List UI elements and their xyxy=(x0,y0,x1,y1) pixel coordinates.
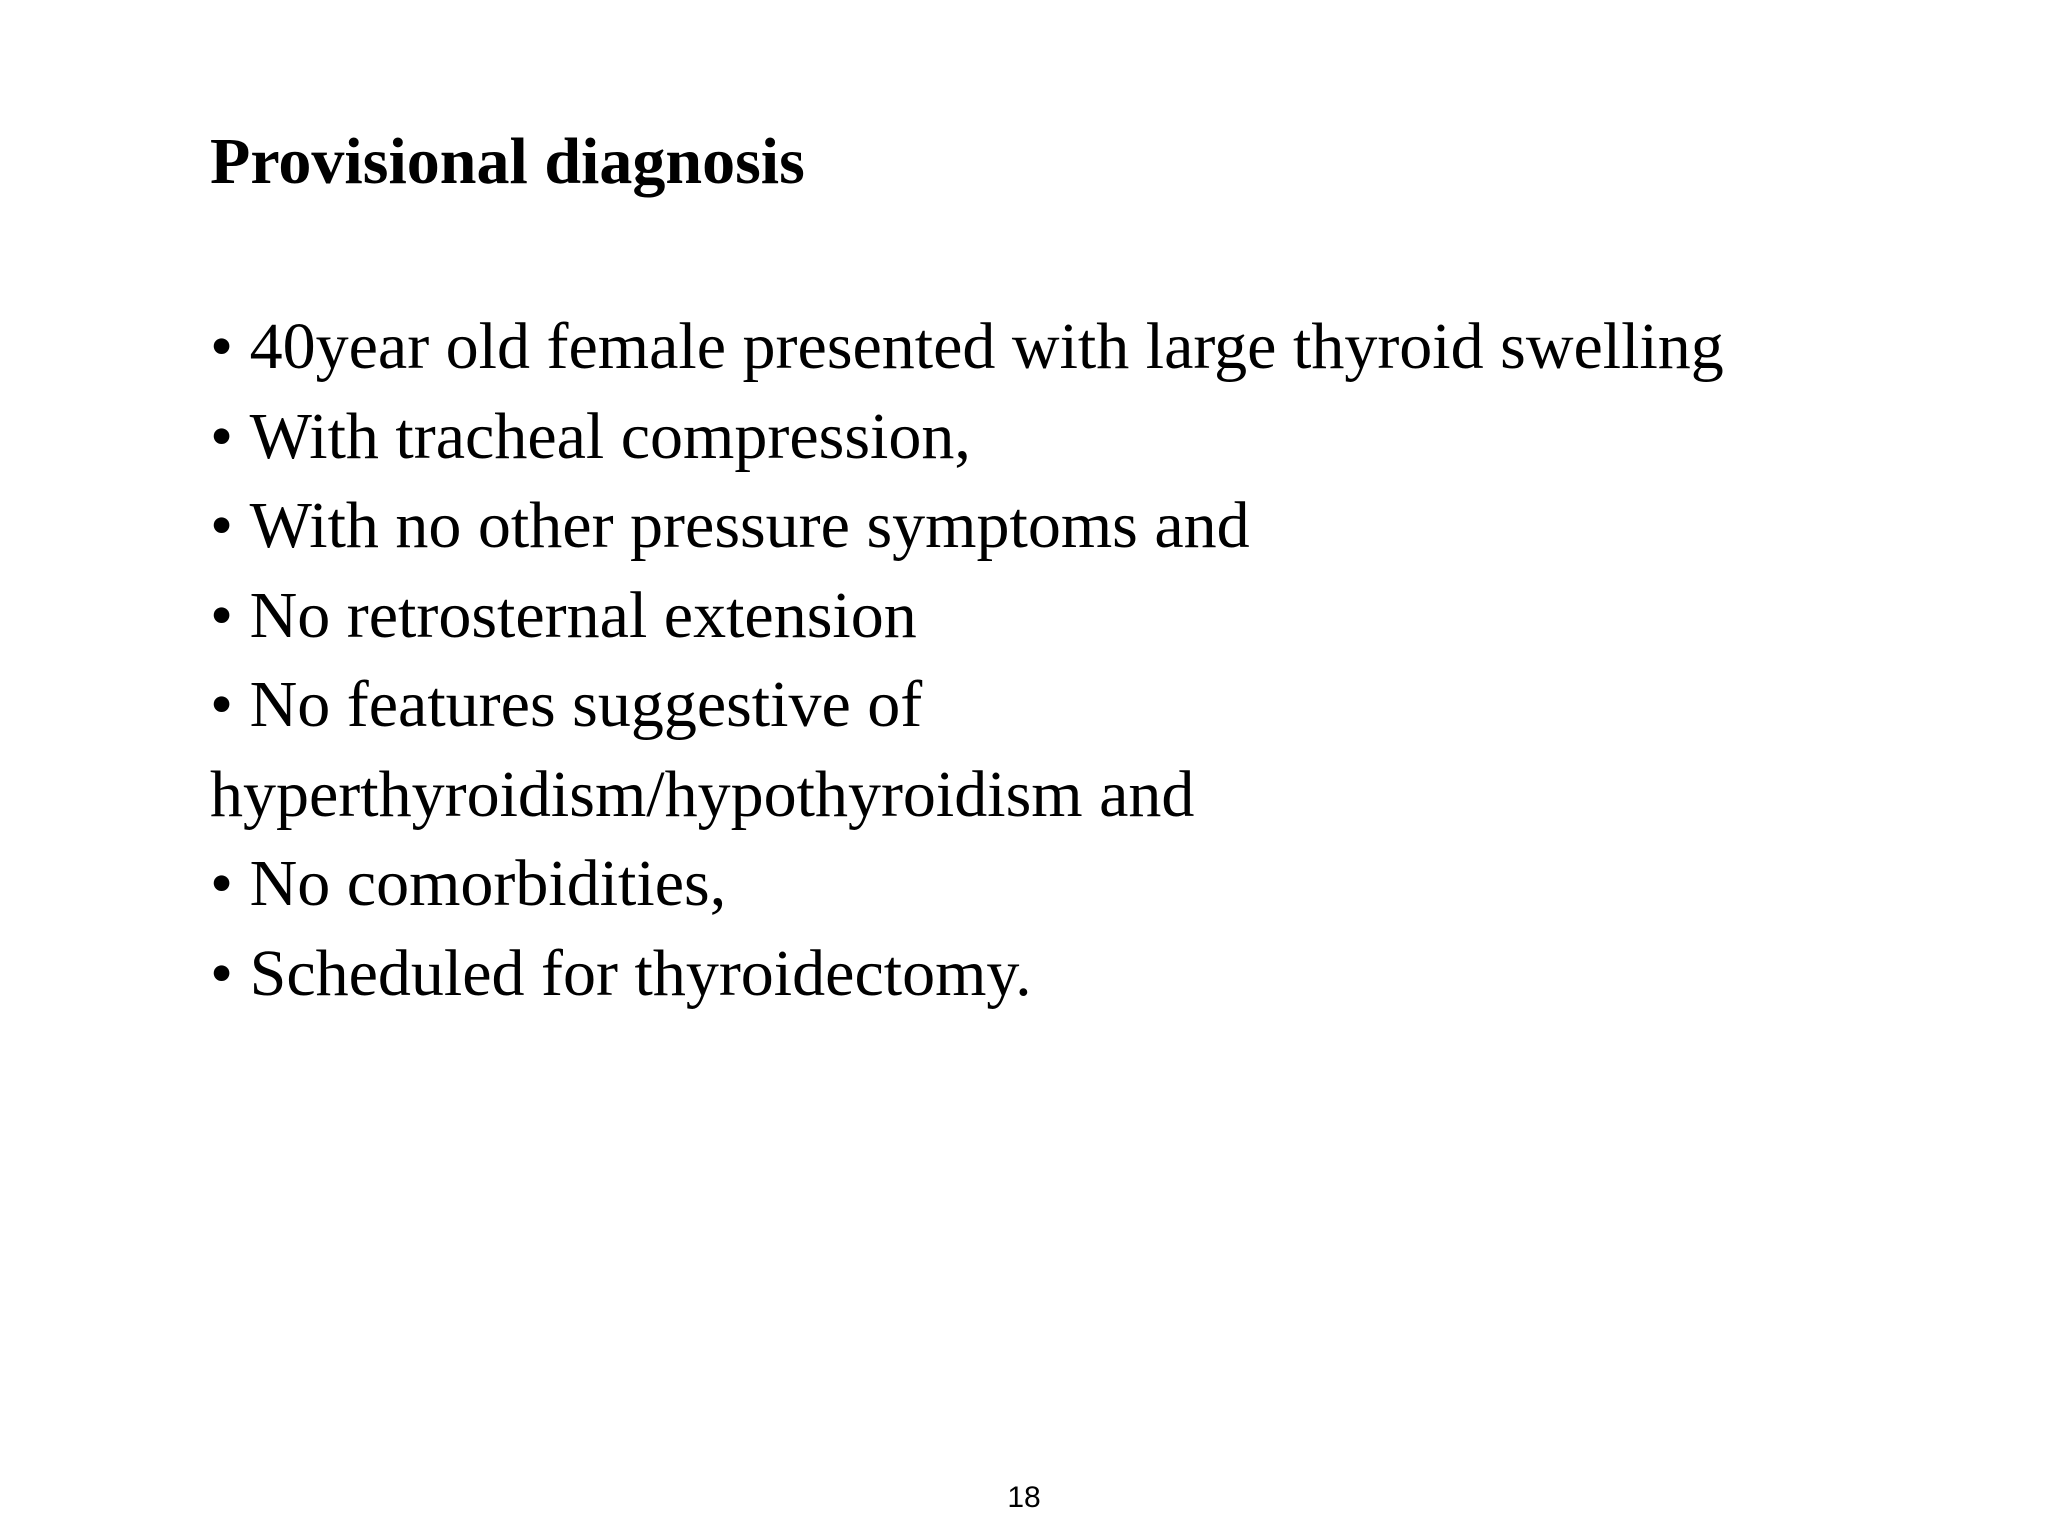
bullet-item: • 40year old female presented with large thyroid swelling xyxy=(210,302,1810,392)
bullet-list xyxy=(210,302,1810,1018)
bullet-item: • Scheduled for thyroidectomy. xyxy=(210,929,1810,1019)
bullet-item: • No comorbidities, xyxy=(210,839,1810,929)
bullet-item: • With tracheal compression, xyxy=(210,392,1810,482)
bullet-item: • No features suggestive of hyperthyroidism/hypothyroidism and xyxy=(210,660,1810,839)
slide-title: Provisional diagnosis xyxy=(210,125,805,198)
bullet-item: • With no other pressure symptoms and xyxy=(210,481,1810,571)
page-number: 18 xyxy=(1007,1481,1041,1514)
bullet-item: • No retrosternal extension xyxy=(210,571,1810,661)
